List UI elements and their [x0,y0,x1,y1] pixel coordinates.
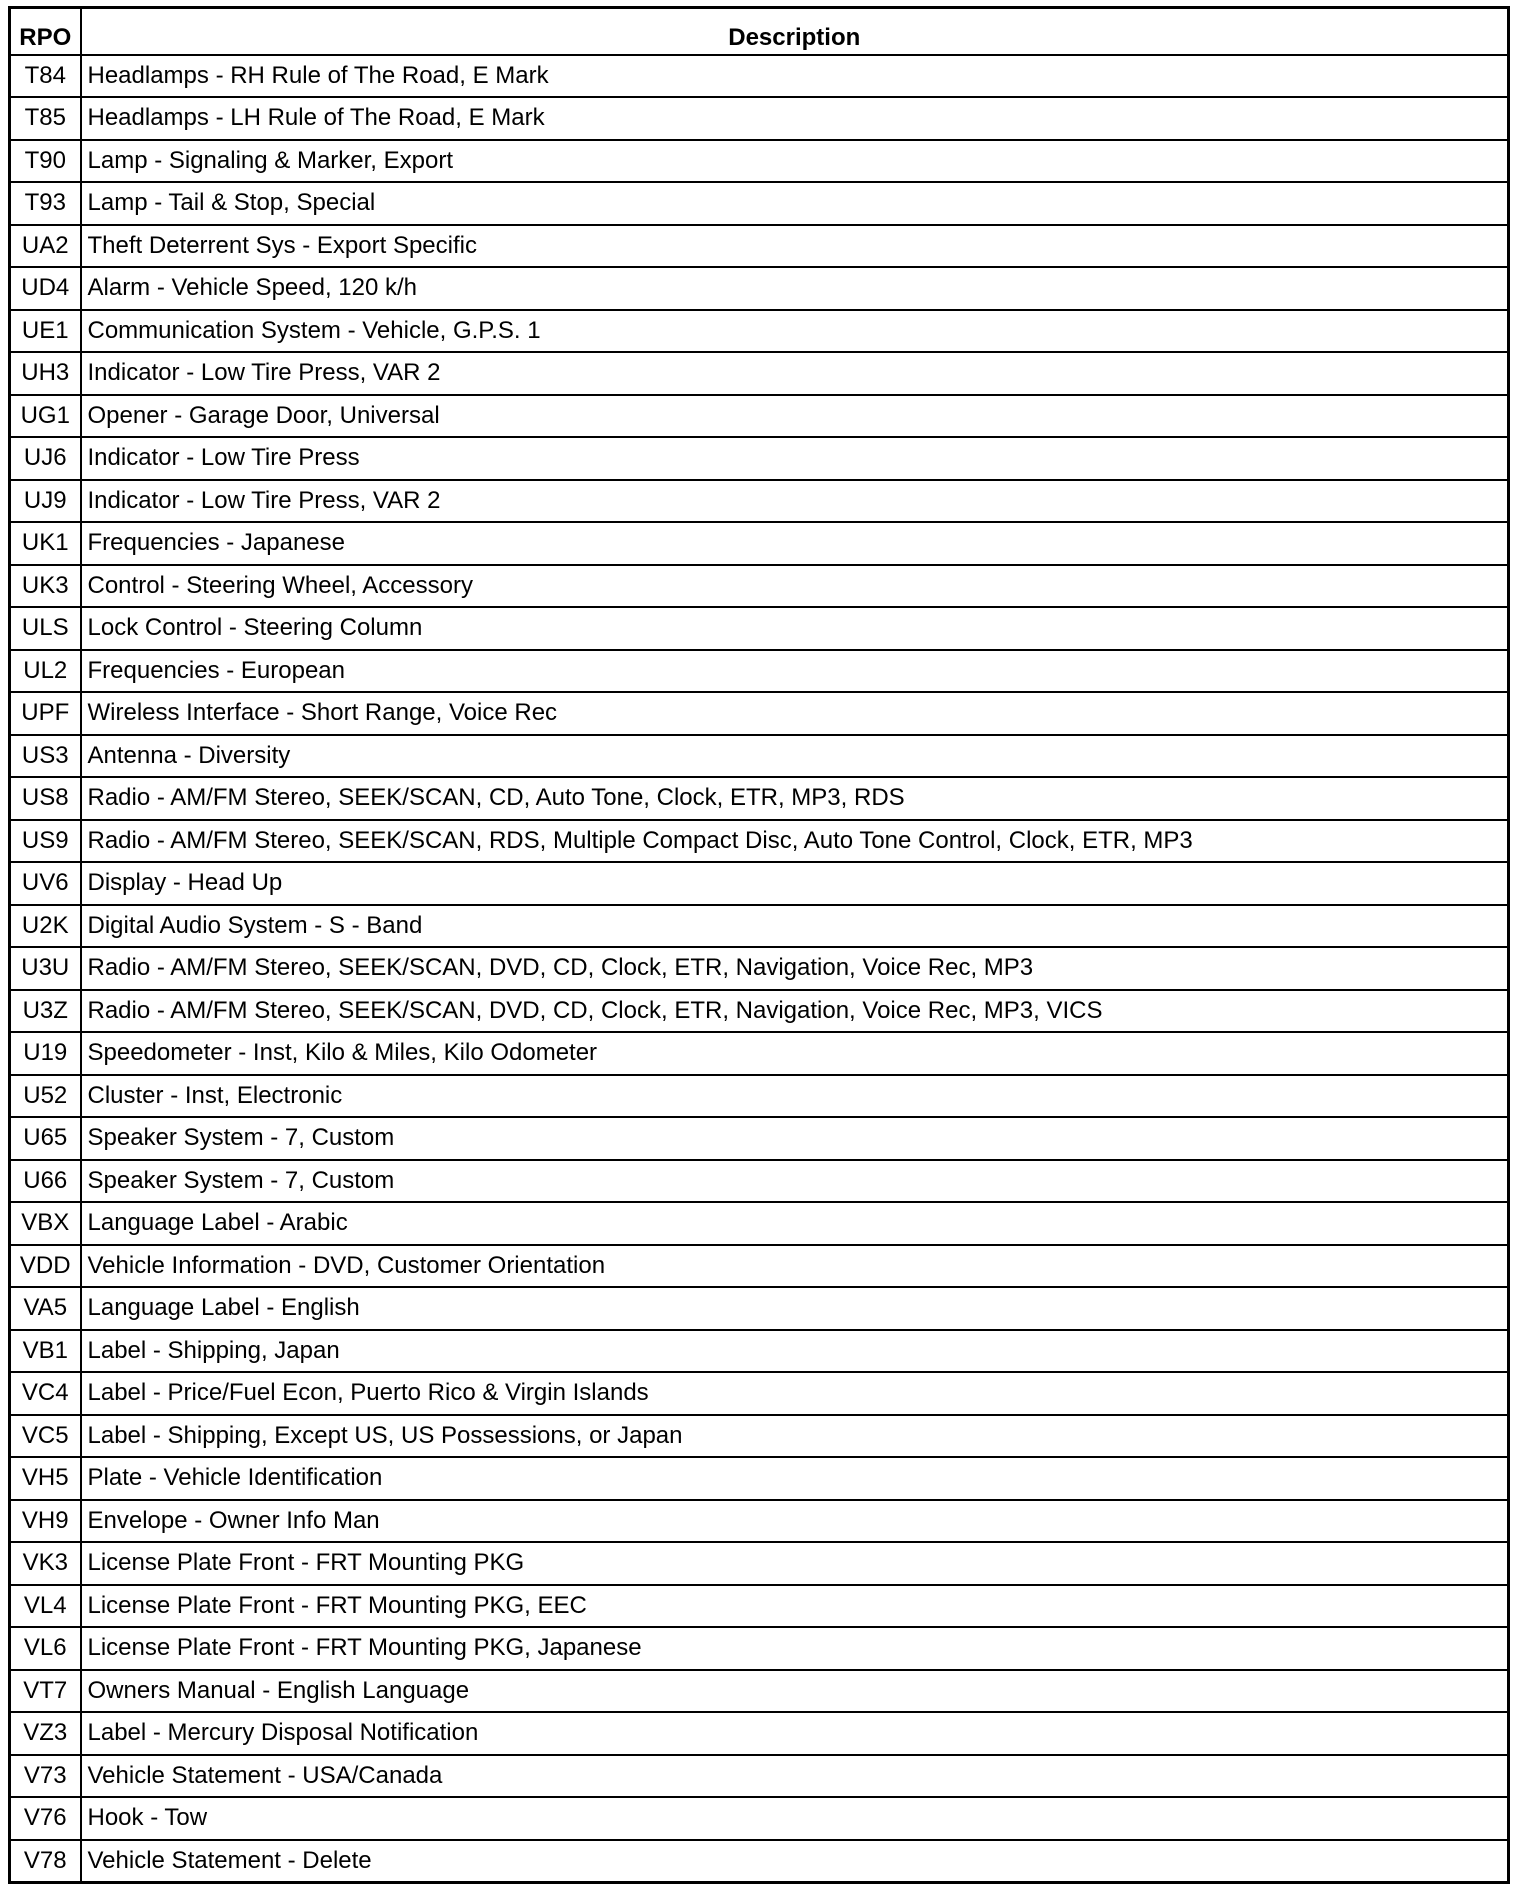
description-cell: Vehicle Statement - USA/Canada [81,1755,1509,1798]
description-cell: Vehicle Statement - Delete [81,1840,1509,1883]
rpo-code-cell: UA2 [10,225,81,268]
description-cell: Owners Manual - English Language [81,1670,1509,1713]
table-row [10,947,1509,990]
description-cell: Indicator - Low Tire Press, VAR 2 [81,352,1509,395]
description-cell: Lock Control - Steering Column [81,607,1509,650]
rpo-code-cell: VH5 [10,1457,81,1500]
table-row [10,437,1509,480]
description-cell: Plate - Vehicle Identification [81,1457,1509,1500]
rpo-code-cell: UG1 [10,395,81,438]
description-cell: Hook - Tow [81,1797,1509,1840]
table-row [10,1202,1509,1245]
rpo-code-cell: UL2 [10,650,81,693]
table-row [10,480,1509,523]
table-row [10,1585,1509,1628]
table-row [10,990,1509,1033]
rpo-code-cell: VB1 [10,1330,81,1373]
description-cell: Lamp - Signaling & Marker, Export [81,140,1509,183]
rpo-code-cell: VH9 [10,1500,81,1543]
rpo-code-cell: VDD [10,1245,81,1288]
rpo-code-cell: ULS [10,607,81,650]
table-row [10,182,1509,225]
rpo-code-cell: VC5 [10,1415,81,1458]
header-row [10,8,1509,55]
description-cell: License Plate Front - FRT Mounting PKG [81,1542,1509,1585]
description-cell: License Plate Front - FRT Mounting PKG, Japanese [81,1627,1509,1670]
description-cell: Alarm - Vehicle Speed, 120 k/h [81,267,1509,310]
description-cell: Indicator - Low Tire Press [81,437,1509,480]
description-cell: Label - Mercury Disposal Notification [81,1712,1509,1755]
description-cell: Label - Shipping, Except US, US Possessions, or Japan [81,1415,1509,1458]
table-row [10,1840,1509,1883]
rpo-code-cell: V73 [10,1755,81,1798]
table-row [10,1670,1509,1713]
rpo-code-cell: VL4 [10,1585,81,1628]
rpo-code-cell: US3 [10,735,81,778]
rpo-code-cell: US8 [10,777,81,820]
table-row [10,352,1509,395]
description-cell: Headlamps - RH Rule of The Road, E Mark [81,55,1509,98]
rpo-column-header: RPO [10,8,81,55]
rpo-code-cell: UE1 [10,310,81,353]
description-column-header: Description [81,8,1509,55]
table-row [10,1797,1509,1840]
table-row [10,565,1509,608]
description-cell: Radio - AM/FM Stereo, SEEK/SCAN, CD, Auto Tone, Clock, ETR, MP3, RDS [81,777,1509,820]
table-row [10,905,1509,948]
rpo-code-cell: U19 [10,1032,81,1075]
rpo-code-cell: US9 [10,820,81,863]
rpo-code-cell: V76 [10,1797,81,1840]
rpo-code-cell: UK3 [10,565,81,608]
description-cell: Speaker System - 7, Custom [81,1117,1509,1160]
description-cell: License Plate Front - FRT Mounting PKG, EEC [81,1585,1509,1628]
table-row [10,777,1509,820]
table-row [10,1500,1509,1543]
description-cell: Speaker System - 7, Custom [81,1160,1509,1203]
description-cell: Display - Head Up [81,862,1509,905]
table-row [10,735,1509,778]
description-cell: Wireless Interface - Short Range, Voice Rec [81,692,1509,735]
table-row [10,1245,1509,1288]
rpo-code-cell: U2K [10,905,81,948]
rpo-code-cell: VT7 [10,1670,81,1713]
table-row [10,1330,1509,1373]
rpo-code-cell: U66 [10,1160,81,1203]
rpo-code-cell: U52 [10,1075,81,1118]
table-row [10,862,1509,905]
description-cell: Theft Deterrent Sys - Export Specific [81,225,1509,268]
description-cell: Digital Audio System - S - Band [81,905,1509,948]
rpo-table [8,6,1510,1884]
table-row [10,607,1509,650]
table-row [10,1415,1509,1458]
table-row [10,310,1509,353]
rpo-code-cell: UPF [10,692,81,735]
rpo-code-cell: U65 [10,1117,81,1160]
rpo-code-cell: U3U [10,947,81,990]
table-row [10,1457,1509,1500]
table-row [10,1160,1509,1203]
description-cell: Language Label - English [81,1287,1509,1330]
table-row [10,395,1509,438]
table-row [10,225,1509,268]
description-cell: Control - Steering Wheel, Accessory [81,565,1509,608]
description-cell: Label - Price/Fuel Econ, Puerto Rico & Virgin Islands [81,1372,1509,1415]
rpo-code-cell: UH3 [10,352,81,395]
table-row [10,820,1509,863]
table-row [10,1287,1509,1330]
table-row [10,1075,1509,1118]
rpo-code-cell: VL6 [10,1627,81,1670]
description-cell: Communication System - Vehicle, G.P.S. 1 [81,310,1509,353]
table-row [10,97,1509,140]
description-cell: Antenna - Diversity [81,735,1509,778]
description-cell: Radio - AM/FM Stereo, SEEK/SCAN, DVD, CD, Clock, ETR, Navigation, Voice Rec, MP3 [81,947,1509,990]
table-body [10,55,1509,1883]
description-cell: Frequencies - European [81,650,1509,693]
table-row [10,650,1509,693]
table-row [10,1755,1509,1798]
description-cell: Radio - AM/FM Stereo, SEEK/SCAN, RDS, Multiple Compact Disc, Auto Tone Control, Clock, ETR, MP3 [81,820,1509,863]
table-row [10,55,1509,98]
table-row [10,692,1509,735]
description-cell: Cluster - Inst, Electronic [81,1075,1509,1118]
table-row [10,1542,1509,1585]
description-cell: Radio - AM/FM Stereo, SEEK/SCAN, DVD, CD, Clock, ETR, Navigation, Voice Rec, MP3, VICS [81,990,1509,1033]
table-row [10,140,1509,183]
table-row [10,1117,1509,1160]
rpo-code-cell: UJ6 [10,437,81,480]
rpo-code-cell: V78 [10,1840,81,1883]
table-row [10,1032,1509,1075]
description-cell: Headlamps - LH Rule of The Road, E Mark [81,97,1509,140]
table-row [10,1372,1509,1415]
rpo-code-cell: VK3 [10,1542,81,1585]
description-cell: Vehicle Information - DVD, Customer Orientation [81,1245,1509,1288]
rpo-code-cell: T90 [10,140,81,183]
rpo-code-cell: VBX [10,1202,81,1245]
rpo-code-cell: VZ3 [10,1712,81,1755]
rpo-code-cell: VC4 [10,1372,81,1415]
rpo-code-cell: T93 [10,182,81,225]
rpo-code-cell: T85 [10,97,81,140]
rpo-code-cell: UV6 [10,862,81,905]
table-row [10,522,1509,565]
description-cell: Opener - Garage Door, Universal [81,395,1509,438]
description-cell: Indicator - Low Tire Press, VAR 2 [81,480,1509,523]
description-cell: Lamp - Tail & Stop, Special [81,182,1509,225]
description-cell: Label - Shipping, Japan [81,1330,1509,1373]
description-cell: Language Label - Arabic [81,1202,1509,1245]
description-cell: Envelope - Owner Info Man [81,1500,1509,1543]
rpo-code-cell: VA5 [10,1287,81,1330]
rpo-code-cell: U3Z [10,990,81,1033]
rpo-code-cell: UD4 [10,267,81,310]
table-row [10,1712,1509,1755]
rpo-code-cell: T84 [10,55,81,98]
description-cell: Frequencies - Japanese [81,522,1509,565]
table-row [10,1627,1509,1670]
rpo-code-cell: UK1 [10,522,81,565]
table-row [10,267,1509,310]
description-cell: Speedometer - Inst, Kilo & Miles, Kilo Odometer [81,1032,1509,1075]
rpo-code-cell: UJ9 [10,480,81,523]
